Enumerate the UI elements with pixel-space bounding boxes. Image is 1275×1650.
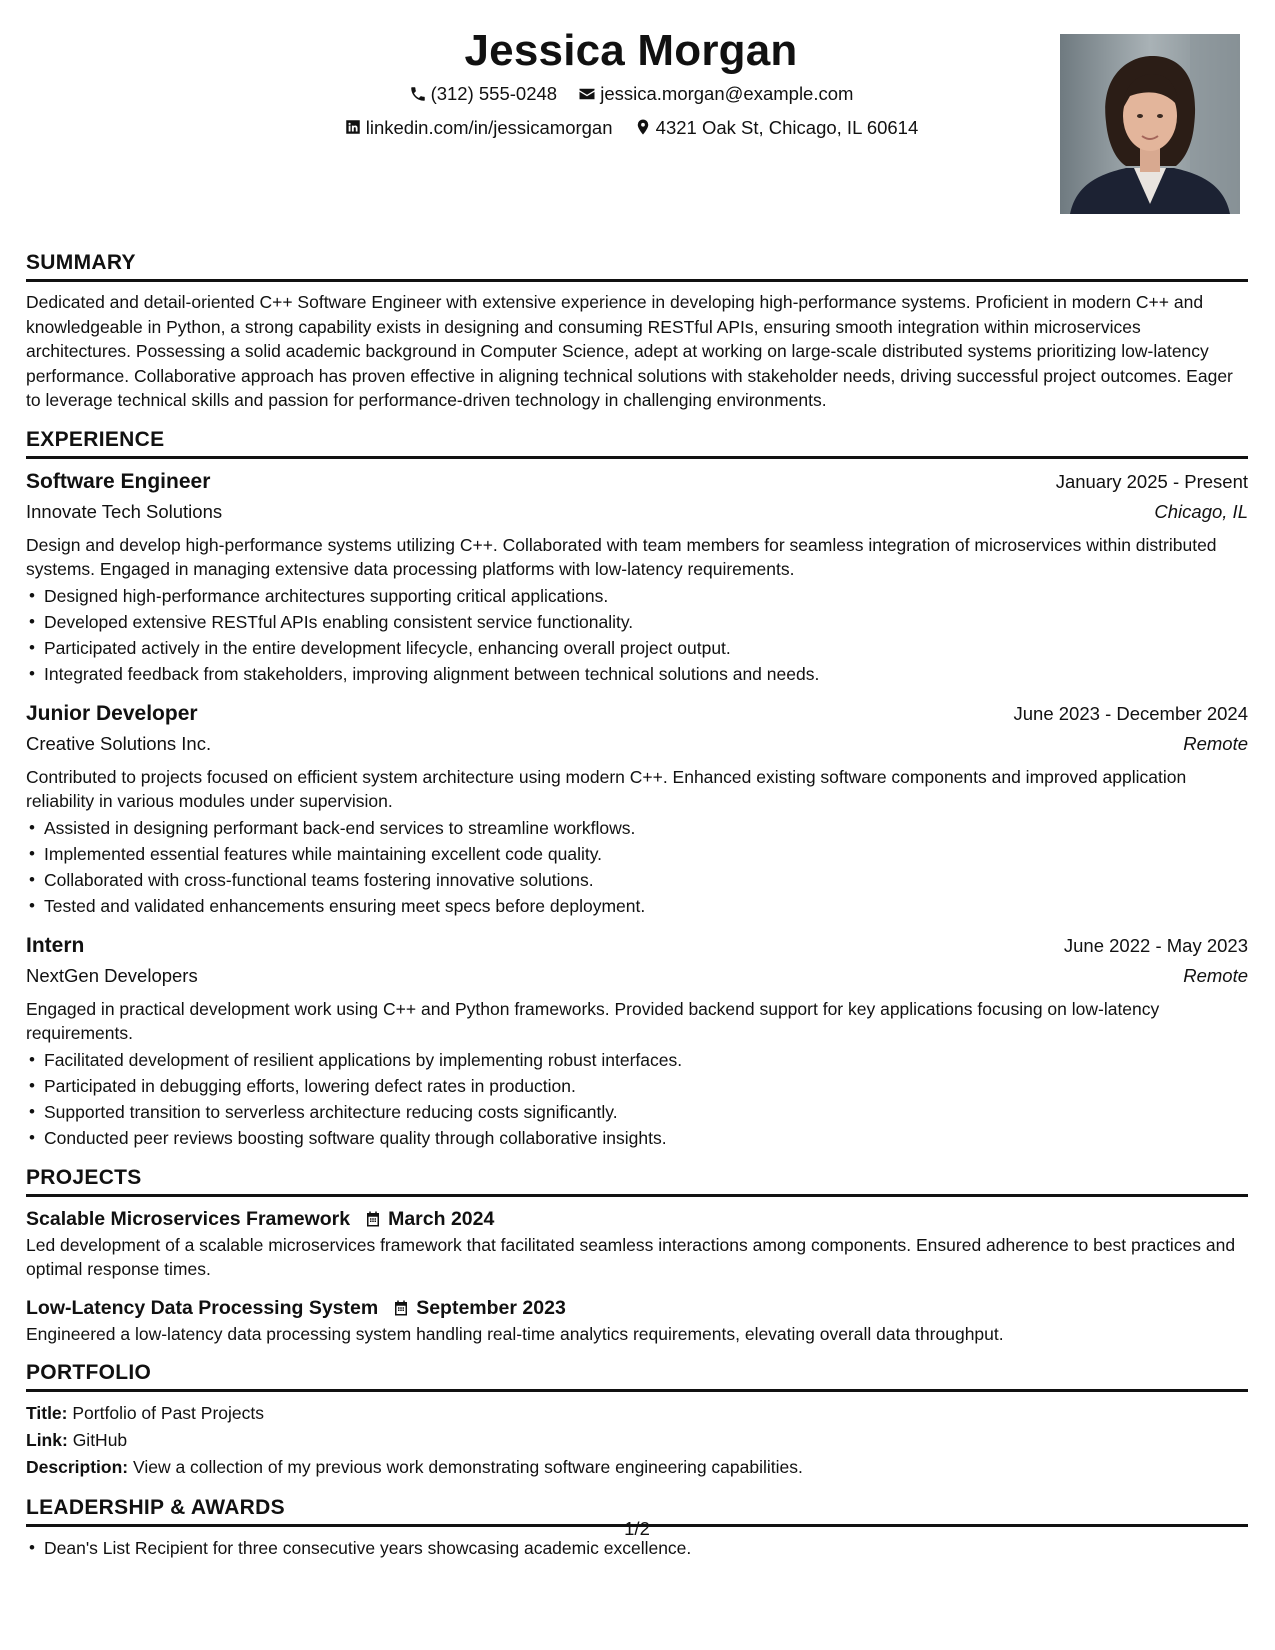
job-location: Remote [1183,964,1248,986]
list-item: • Dean's List Recipient for three consecutive years showcasing academic excellence. [26,1535,1248,1561]
list-item: • Conducted peer reviews boosting software quality through collaborative insights. [26,1125,1248,1151]
linkedin-icon [344,118,362,136]
job-description: Engaged in practical development work using C++ and Python frameworks. Provided backend support for key applications focusing on low-latency requirements. [26,998,1160,1043]
list-item: • Participated actively in the entire development lifecycle, enhancing overall project output. [26,635,1248,661]
leadership-heading: LEADERSHIP & AWARDS [26,1495,1248,1527]
project-name: Scalable Microservices Framework [26,1207,351,1230]
job-dates: January 2025 - Present [1055,470,1248,492]
map-pin-icon [634,118,652,136]
page-number: 1/2 [624,1518,650,1539]
job-title: Junior Developer [26,701,198,725]
contact-linkedin[interactable] [344,112,613,143]
job-location: Chicago, IL [1154,500,1248,522]
email-text: jessica.morgan@example.com [600,83,854,104]
list-item: • Supported transition to serverless architecture reducing costs significantly. [26,1099,1248,1125]
job-title: Intern [26,933,85,957]
portfolio-desc-value: View a collection of my previous work demonstrating software engineering capabilities. [132,1457,803,1477]
linkedin-text: linkedin.com/in/jessicamorgan [365,116,613,138]
portfolio-description-line [26,1454,1248,1481]
job-entry [26,699,1248,919]
candidate-name: Jessica Morgan [464,26,798,75]
address-text: 4321 Oak St, Chicago, IL 60614 [655,116,919,138]
job-entry [26,931,1248,1151]
portfolio-link-line [26,1427,1248,1454]
project-description: Led development of a scalable microservices framework that facilitated seamless interactions among components. Ensured adherence to best practices and optimal response times. [26,1234,1236,1279]
job-description: Design and develop high-performance systems utilizing C++. Collaborated with team members for seamless integration of microservices within distributed systems. Engaged in managing extensive data processing platforms with low-latency requirements. [26,534,1217,579]
list-item: • Facilitated development of resilient applications by implementing robust interfaces. [26,1047,1248,1073]
contact-phone[interactable] [409,78,558,109]
portfolio-desc-label: Description: [26,1457,129,1477]
job-bullets [26,815,1248,919]
job-description: Contributed to projects focused on efficient system architecture using modern C++. Enhanced existing software components and improved application reliability in various modules under supervision. [26,766,1187,811]
job-company: NextGen Developers [26,964,198,986]
list-item: • Developed extensive RESTful APIs enabling consistent service functionality. [26,609,1248,635]
project-date: September 2023 [416,1296,566,1319]
experience-heading: EXPERIENCE [26,427,1248,459]
portfolio-link[interactable]: GitHub [72,1430,128,1450]
summary-text: Dedicated and detail-oriented C++ Software Engineer with extensive experience in developing high-performance systems. Proficient in modern C++ and knowledgeable in Python, a strong capability exists in designing and consuming RESTful APIs, ensuring smooth integration within microservices architectures. Possessing a solid academic background in Computer Science, adept at working on large-scale distributed systems prioritizing low-latency performance. Collaborative approach has proven effective in aligning technical solutions with stakeholder needs, driving successful project outcomes. Eager to leverage technical skills and passion for performance-driven technology in challenging environments. [26,292,1233,410]
portfolio-title-label: Title: [26,1403,68,1423]
list-item: • Designed high-performance architectures supporting critical applications. [26,583,1248,609]
phone-icon [409,85,427,103]
summary-heading: SUMMARY [26,250,1248,282]
portfolio-link-label: Link: [26,1430,68,1450]
contact-address [634,112,919,143]
phone-text: (312) 555-0248 [430,83,558,104]
job-company: Creative Solutions Inc. [26,732,212,754]
project-entry [26,1205,1248,1282]
project-date: March 2024 [388,1207,495,1230]
portfolio-heading: PORTFOLIO [26,1360,1248,1392]
job-bullets [26,583,1248,687]
calendar-icon [392,1299,410,1317]
calendar-icon [364,1210,382,1228]
list-item: • Tested and validated enhancements ensuring meet specs before deployment. [26,893,1248,919]
project-entry [26,1294,1248,1347]
job-dates: June 2023 - December 2024 [1013,702,1248,724]
contact-email[interactable] [578,78,853,109]
resume-header [26,24,1248,224]
profile-photo [1060,34,1240,214]
project-description: Engineered a low-latency data processing system handling real-time analytics requirements, elevating overall data throughput. [26,1323,1004,1344]
portfolio-title-value: Portfolio of Past Projects [72,1403,264,1423]
job-location: Remote [1183,732,1248,754]
job-bullets [26,1047,1248,1151]
list-item: • Participated in debugging efforts, lowering defect rates in production. [26,1073,1248,1099]
list-item: • Assisted in designing performant back-end services to streamline workflows. [26,815,1248,841]
job-entry [26,467,1248,687]
portfolio-title-line [26,1400,1248,1427]
list-item: • Integrated feedback from stakeholders, improving alignment between technical solutions and needs. [26,661,1248,687]
projects-heading: PROJECTS [26,1165,1248,1197]
job-title: Software Engineer [26,469,211,493]
envelope-icon [578,85,596,103]
project-name: Low-Latency Data Processing System [26,1296,379,1319]
job-company: Innovate Tech Solutions [26,500,223,522]
job-dates: June 2022 - May 2023 [1063,934,1248,956]
list-item: • Implemented essential features while maintaining excellent code quality. [26,841,1248,867]
list-item: • Collaborated with cross-functional teams fostering innovative solutions. [26,867,1248,893]
resume-page [26,22,1248,1561]
